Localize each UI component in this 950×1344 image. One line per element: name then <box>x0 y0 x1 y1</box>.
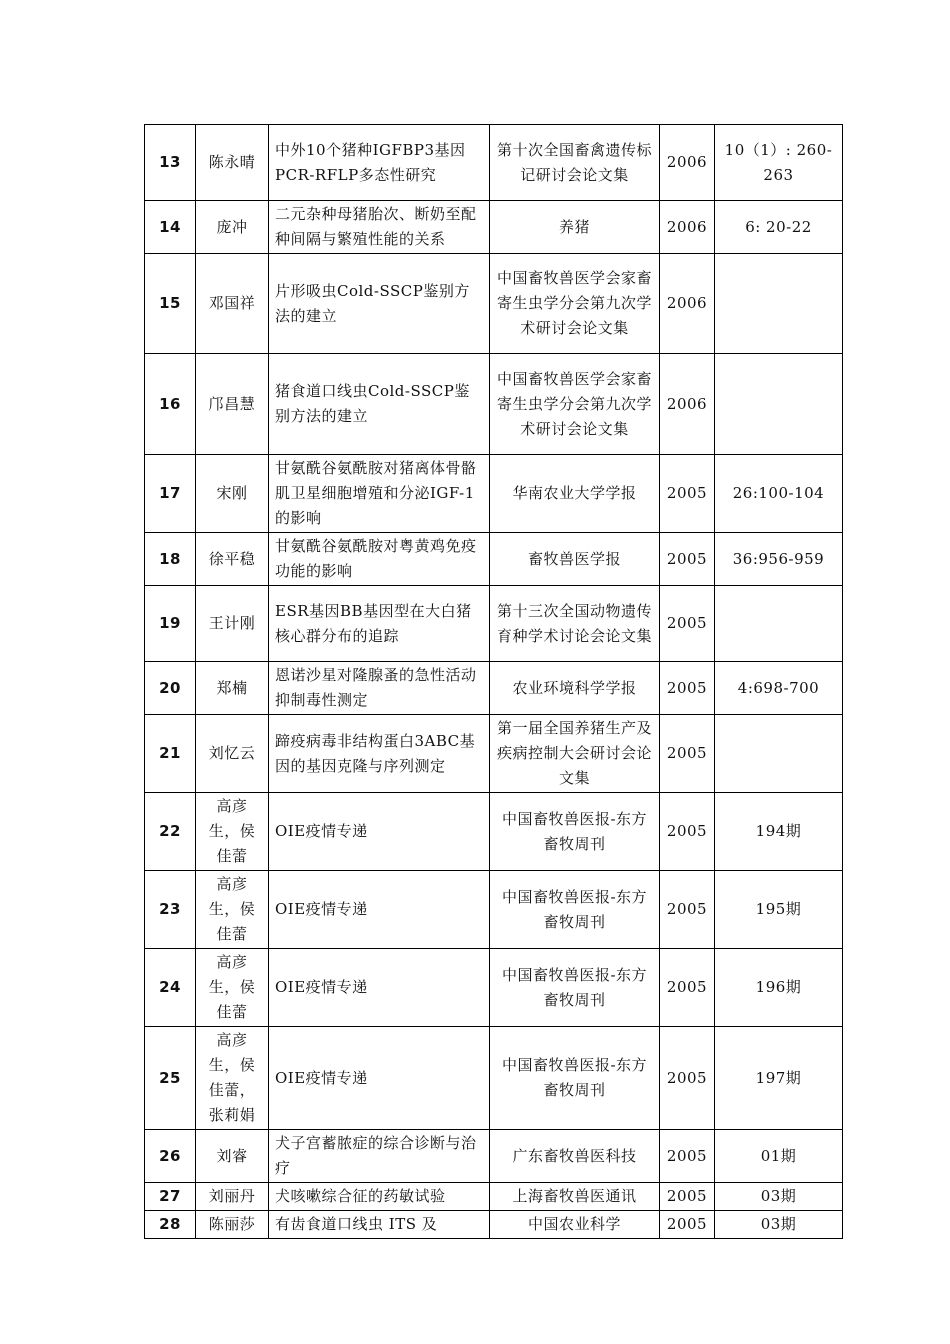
table-row <box>145 254 843 354</box>
journal-cell: 中国畜牧兽医学会家畜寄生虫学分会第九次学术研讨会论文集 <box>490 354 660 455</box>
journal-cell: 中国畜牧兽医报-东方畜牧周刊 <box>490 871 660 949</box>
volume-cell: 03期 <box>715 1211 843 1239</box>
volume-cell: 4:698-700 <box>715 662 843 715</box>
year-cell: 2005 <box>660 662 715 715</box>
title-cell: 犬咳嗽综合征的药敏试验 <box>269 1183 490 1211</box>
title-cell: 蹄疫病毒非结构蛋白3ABC基因的基因克隆与序列测定 <box>269 715 490 793</box>
row-number: 18 <box>145 533 196 586</box>
volume-cell: 26:100-104 <box>715 455 843 533</box>
journal-cell: 中国畜牧兽医报-东方畜牧周刊 <box>490 1027 660 1130</box>
publication-table-body <box>145 125 843 1239</box>
year-cell: 2005 <box>660 793 715 871</box>
year-cell: 2005 <box>660 455 715 533</box>
year-cell: 2005 <box>660 1027 715 1130</box>
row-number: 13 <box>145 125 196 201</box>
year-cell: 2005 <box>660 586 715 662</box>
table-row <box>145 125 843 201</box>
title-cell: OIE疫情专递 <box>269 871 490 949</box>
title-cell: 猪食道口线虫Cold-SSCP鉴别方法的建立 <box>269 354 490 455</box>
author-cell: 徐平稳 <box>196 533 269 586</box>
table-row <box>145 1027 843 1130</box>
volume-cell <box>715 586 843 662</box>
journal-cell: 中国畜牧兽医学会家畜寄生虫学分会第九次学术研讨会论文集 <box>490 254 660 354</box>
author-cell: 高彦生，侯佳蕾 <box>196 949 269 1027</box>
row-number: 21 <box>145 715 196 793</box>
title-cell: 片形吸虫Cold-SSCP鉴别方法的建立 <box>269 254 490 354</box>
row-number: 25 <box>145 1027 196 1130</box>
author-cell: 邓国祥 <box>196 254 269 354</box>
row-number: 26 <box>145 1130 196 1183</box>
title-cell: 甘氨酰谷氨酰胺对猪离体骨骼肌卫星细胞增殖和分泌IGF-1的影响 <box>269 455 490 533</box>
table-row <box>145 871 843 949</box>
year-cell: 2006 <box>660 125 715 201</box>
author-cell: 高彦生，侯佳蕾，张莉娟 <box>196 1027 269 1130</box>
table-row <box>145 586 843 662</box>
table-row <box>145 533 843 586</box>
year-cell: 2005 <box>660 871 715 949</box>
author-cell: 陈丽莎 <box>196 1211 269 1239</box>
author-cell: 刘忆云 <box>196 715 269 793</box>
year-cell: 2006 <box>660 354 715 455</box>
publication-table <box>144 124 843 1239</box>
journal-cell: 第十次全国畜禽遗传标记研讨会论文集 <box>490 125 660 201</box>
table-row <box>145 1211 843 1239</box>
year-cell: 2006 <box>660 201 715 254</box>
volume-cell: 10（1）: 260-263 <box>715 125 843 201</box>
row-number: 16 <box>145 354 196 455</box>
journal-cell: 畜牧兽医学报 <box>490 533 660 586</box>
journal-cell: 广东畜牧兽医科技 <box>490 1130 660 1183</box>
volume-cell <box>715 254 843 354</box>
title-cell: 犬子宫蓄脓症的综合诊断与治疗 <box>269 1130 490 1183</box>
row-number: 17 <box>145 455 196 533</box>
volume-cell: 195期 <box>715 871 843 949</box>
author-cell: 刘丽丹 <box>196 1183 269 1211</box>
journal-cell: 上海畜牧兽医通讯 <box>490 1183 660 1211</box>
year-cell: 2005 <box>660 715 715 793</box>
title-cell: OIE疫情专递 <box>269 1027 490 1130</box>
table-row <box>145 715 843 793</box>
title-cell: 中外10个猪种IGFBP3基因PCR-RFLP多态性研究 <box>269 125 490 201</box>
table-row <box>145 1130 843 1183</box>
year-cell: 2005 <box>660 1211 715 1239</box>
author-cell: 宋刚 <box>196 455 269 533</box>
row-number: 19 <box>145 586 196 662</box>
row-number: 27 <box>145 1183 196 1211</box>
author-cell: 陈永晴 <box>196 125 269 201</box>
title-cell: OIE疫情专递 <box>269 949 490 1027</box>
author-cell: 邝昌慧 <box>196 354 269 455</box>
title-cell: OIE疫情专递 <box>269 793 490 871</box>
volume-cell: 03期 <box>715 1183 843 1211</box>
author-cell: 郑楠 <box>196 662 269 715</box>
row-number: 15 <box>145 254 196 354</box>
journal-cell: 第十三次全国动物遗传育种学术讨论会论文集 <box>490 586 660 662</box>
table-row <box>145 455 843 533</box>
row-number: 24 <box>145 949 196 1027</box>
volume-cell <box>715 354 843 455</box>
volume-cell: 194期 <box>715 793 843 871</box>
author-cell: 高彦生，侯佳蕾 <box>196 871 269 949</box>
title-cell: 有齿食道口线虫 ITS 及 <box>269 1211 490 1239</box>
table-row <box>145 201 843 254</box>
journal-cell: 中国农业科学 <box>490 1211 660 1239</box>
journal-cell: 中国畜牧兽医报-东方畜牧周刊 <box>490 949 660 1027</box>
row-number: 14 <box>145 201 196 254</box>
year-cell: 2006 <box>660 254 715 354</box>
volume-cell <box>715 715 843 793</box>
journal-cell: 华南农业大学学报 <box>490 455 660 533</box>
volume-cell: 196期 <box>715 949 843 1027</box>
journal-cell: 中国畜牧兽医报-东方畜牧周刊 <box>490 793 660 871</box>
table-row <box>145 949 843 1027</box>
row-number: 23 <box>145 871 196 949</box>
year-cell: 2005 <box>660 949 715 1027</box>
title-cell: 二元杂种母猪胎次、断奶至配种间隔与繁殖性能的关系 <box>269 201 490 254</box>
table-row <box>145 1183 843 1211</box>
title-cell: ESR基因BB基因型在大白猪核心群分布的追踪 <box>269 586 490 662</box>
row-number: 28 <box>145 1211 196 1239</box>
year-cell: 2005 <box>660 533 715 586</box>
volume-cell: 36:956-959 <box>715 533 843 586</box>
year-cell: 2005 <box>660 1130 715 1183</box>
author-cell: 庞冲 <box>196 201 269 254</box>
table-row <box>145 662 843 715</box>
author-cell: 王计刚 <box>196 586 269 662</box>
journal-cell: 第一届全国养猪生产及疾病控制大会研讨会论文集 <box>490 715 660 793</box>
journal-cell: 农业环境科学学报 <box>490 662 660 715</box>
row-number: 20 <box>145 662 196 715</box>
year-cell: 2005 <box>660 1183 715 1211</box>
table-row <box>145 793 843 871</box>
author-cell: 高彦生，侯佳蕾 <box>196 793 269 871</box>
table-row <box>145 354 843 455</box>
volume-cell: 6: 20-22 <box>715 201 843 254</box>
title-cell: 恩诺沙星对隆腺蚤的急性活动抑制毒性测定 <box>269 662 490 715</box>
volume-cell: 197期 <box>715 1027 843 1130</box>
volume-cell: 01期 <box>715 1130 843 1183</box>
row-number: 22 <box>145 793 196 871</box>
author-cell: 刘睿 <box>196 1130 269 1183</box>
journal-cell: 养猪 <box>490 201 660 254</box>
title-cell: 甘氨酰谷氨酰胺对粤黄鸡免疫功能的影响 <box>269 533 490 586</box>
